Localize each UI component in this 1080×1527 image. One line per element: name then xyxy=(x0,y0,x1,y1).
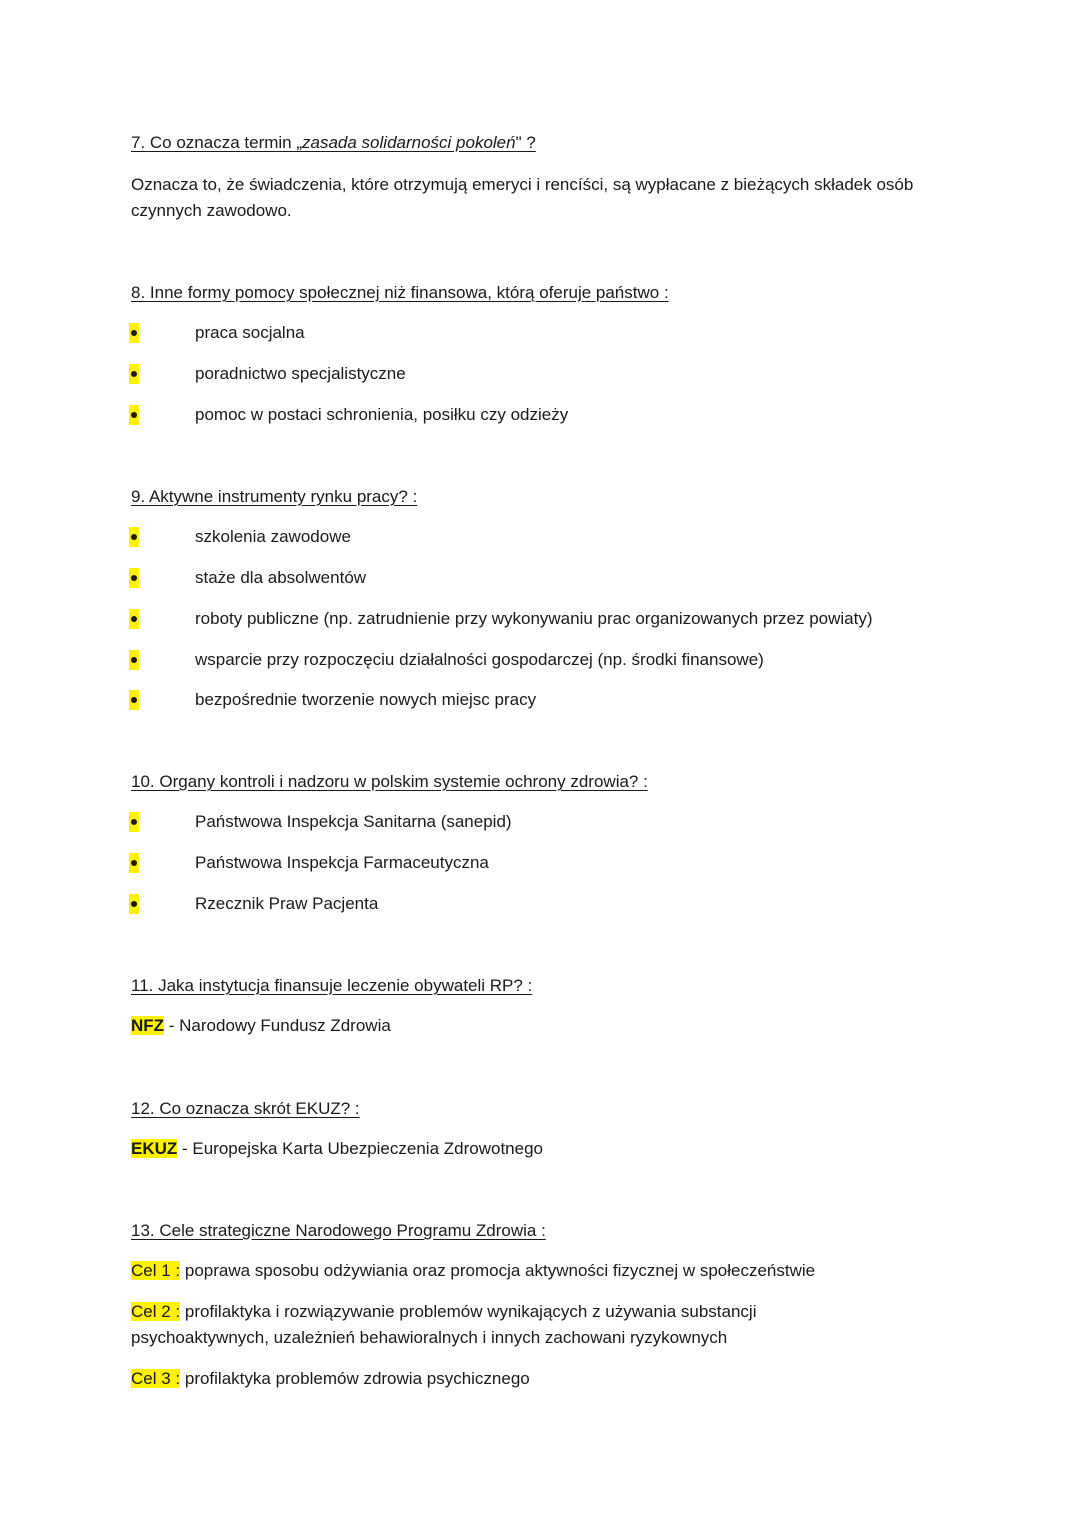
q7-heading-post: " ? xyxy=(515,133,536,152)
goal-label: Cel 1 : xyxy=(131,1261,181,1280)
bullet-icon xyxy=(129,812,139,832)
list-item-text: staże dla absolwentów xyxy=(195,568,367,587)
q11-rest: - Narodowy Fundusz Zdrowia xyxy=(164,1016,391,1035)
q12-abbr: EKUZ xyxy=(131,1139,178,1158)
q7-heading xyxy=(131,132,536,154)
bullet-icon xyxy=(129,690,139,710)
q13-goal-1 xyxy=(131,1258,815,1284)
list-item xyxy=(131,362,961,386)
q9-heading: 9. Aktywne instrumenty rynku pracy? : xyxy=(131,487,418,506)
bullet-icon xyxy=(129,527,139,547)
goal-label: Cel 2 : xyxy=(131,1302,181,1321)
list-item-text: poradnictwo specjalistyczne xyxy=(195,364,406,383)
q13-goal-2 xyxy=(131,1299,831,1351)
list-item-text: Państwowa Inspekcja Sanitarna (sanepid) xyxy=(195,812,512,831)
list-item xyxy=(131,688,961,712)
list-item xyxy=(131,525,961,549)
goal-text: profilaktyka i rozwiązywanie problemów wynikających z używania substancji psychoaktywnych, uzależnień behawioralnych i innych zachowani ryzykownych xyxy=(131,1302,757,1347)
q7-answer: Oznacza to, że świadczenia, które otrzymują emeryci i rencíści, są wypłacane z bieżących składek osób czynnych zawodowo. xyxy=(131,175,914,220)
list-item xyxy=(131,892,961,916)
q11-heading: 11. Jaka instytucja finansuje leczenie obywateli RP? : xyxy=(131,976,533,995)
q12-rest: - Europejska Karta Ubezpieczenia Zdrowotnego xyxy=(177,1139,543,1158)
list-item-text: bezpośrednie tworzenie nowych miejsc pracy xyxy=(195,690,537,709)
goal-text: poprawa sposobu odżywiania oraz promocja aktywności fizycznej w społeczeństwie xyxy=(180,1261,816,1280)
list-item xyxy=(131,810,961,834)
bullet-icon xyxy=(129,405,139,425)
goal-label: Cel 3 : xyxy=(131,1369,181,1388)
list-item-text: Rzecznik Praw Pacjenta xyxy=(195,894,379,913)
list-item xyxy=(131,321,961,345)
list-item-text: szkolenia zawodowe xyxy=(195,527,351,546)
goal-text: profilaktyka problemów zdrowia psychicznego xyxy=(180,1369,530,1388)
q8-heading: 8. Inne formy pomocy społecznej niż finansowa, którą oferuje państwo : xyxy=(131,283,669,302)
bullet-icon xyxy=(129,894,139,914)
list-item xyxy=(131,607,961,631)
list-item xyxy=(131,851,961,875)
list-item-text: praca socjalna xyxy=(195,323,305,342)
q13-goal-3 xyxy=(131,1366,530,1392)
q11-abbr: NFZ xyxy=(131,1016,165,1035)
list-item-text: Państwowa Inspekcja Farmaceutyczna xyxy=(195,853,489,872)
q7-heading-pre: 7. Co oznacza termin „ xyxy=(131,133,303,152)
q10-heading: 10. Organy kontroli i nadzoru w polskim systemie ochrony zdrowia? : xyxy=(131,772,648,791)
bullet-icon xyxy=(129,609,139,629)
q13-heading: 13. Cele strategiczne Narodowego Programu Zdrowia : xyxy=(131,1221,546,1240)
q12-answer xyxy=(131,1136,543,1162)
bullet-icon xyxy=(129,853,139,873)
list-item xyxy=(131,566,961,590)
q11-answer xyxy=(131,1013,391,1039)
list-item-text: roboty publiczne (np. zatrudnienie przy wykonywaniu prac organizowanych przez powiaty) xyxy=(195,609,873,628)
bullet-icon xyxy=(129,364,139,384)
list-item-text: wsparcie przy rozpoczęciu działalności gospodarczej (np. środki finansowe) xyxy=(195,650,764,669)
list-item xyxy=(131,403,961,427)
bullet-icon xyxy=(129,323,139,343)
list-item xyxy=(131,648,961,672)
bullet-icon xyxy=(129,650,139,670)
bullet-icon xyxy=(129,568,139,588)
q12-heading: 12. Co oznacza skrót EKUZ? : xyxy=(131,1099,360,1118)
list-item-text: pomoc w postaci schronienia, posiłku czy odzieży xyxy=(195,405,569,424)
q7-heading-term: zasada solidarności pokoleń xyxy=(302,133,516,152)
